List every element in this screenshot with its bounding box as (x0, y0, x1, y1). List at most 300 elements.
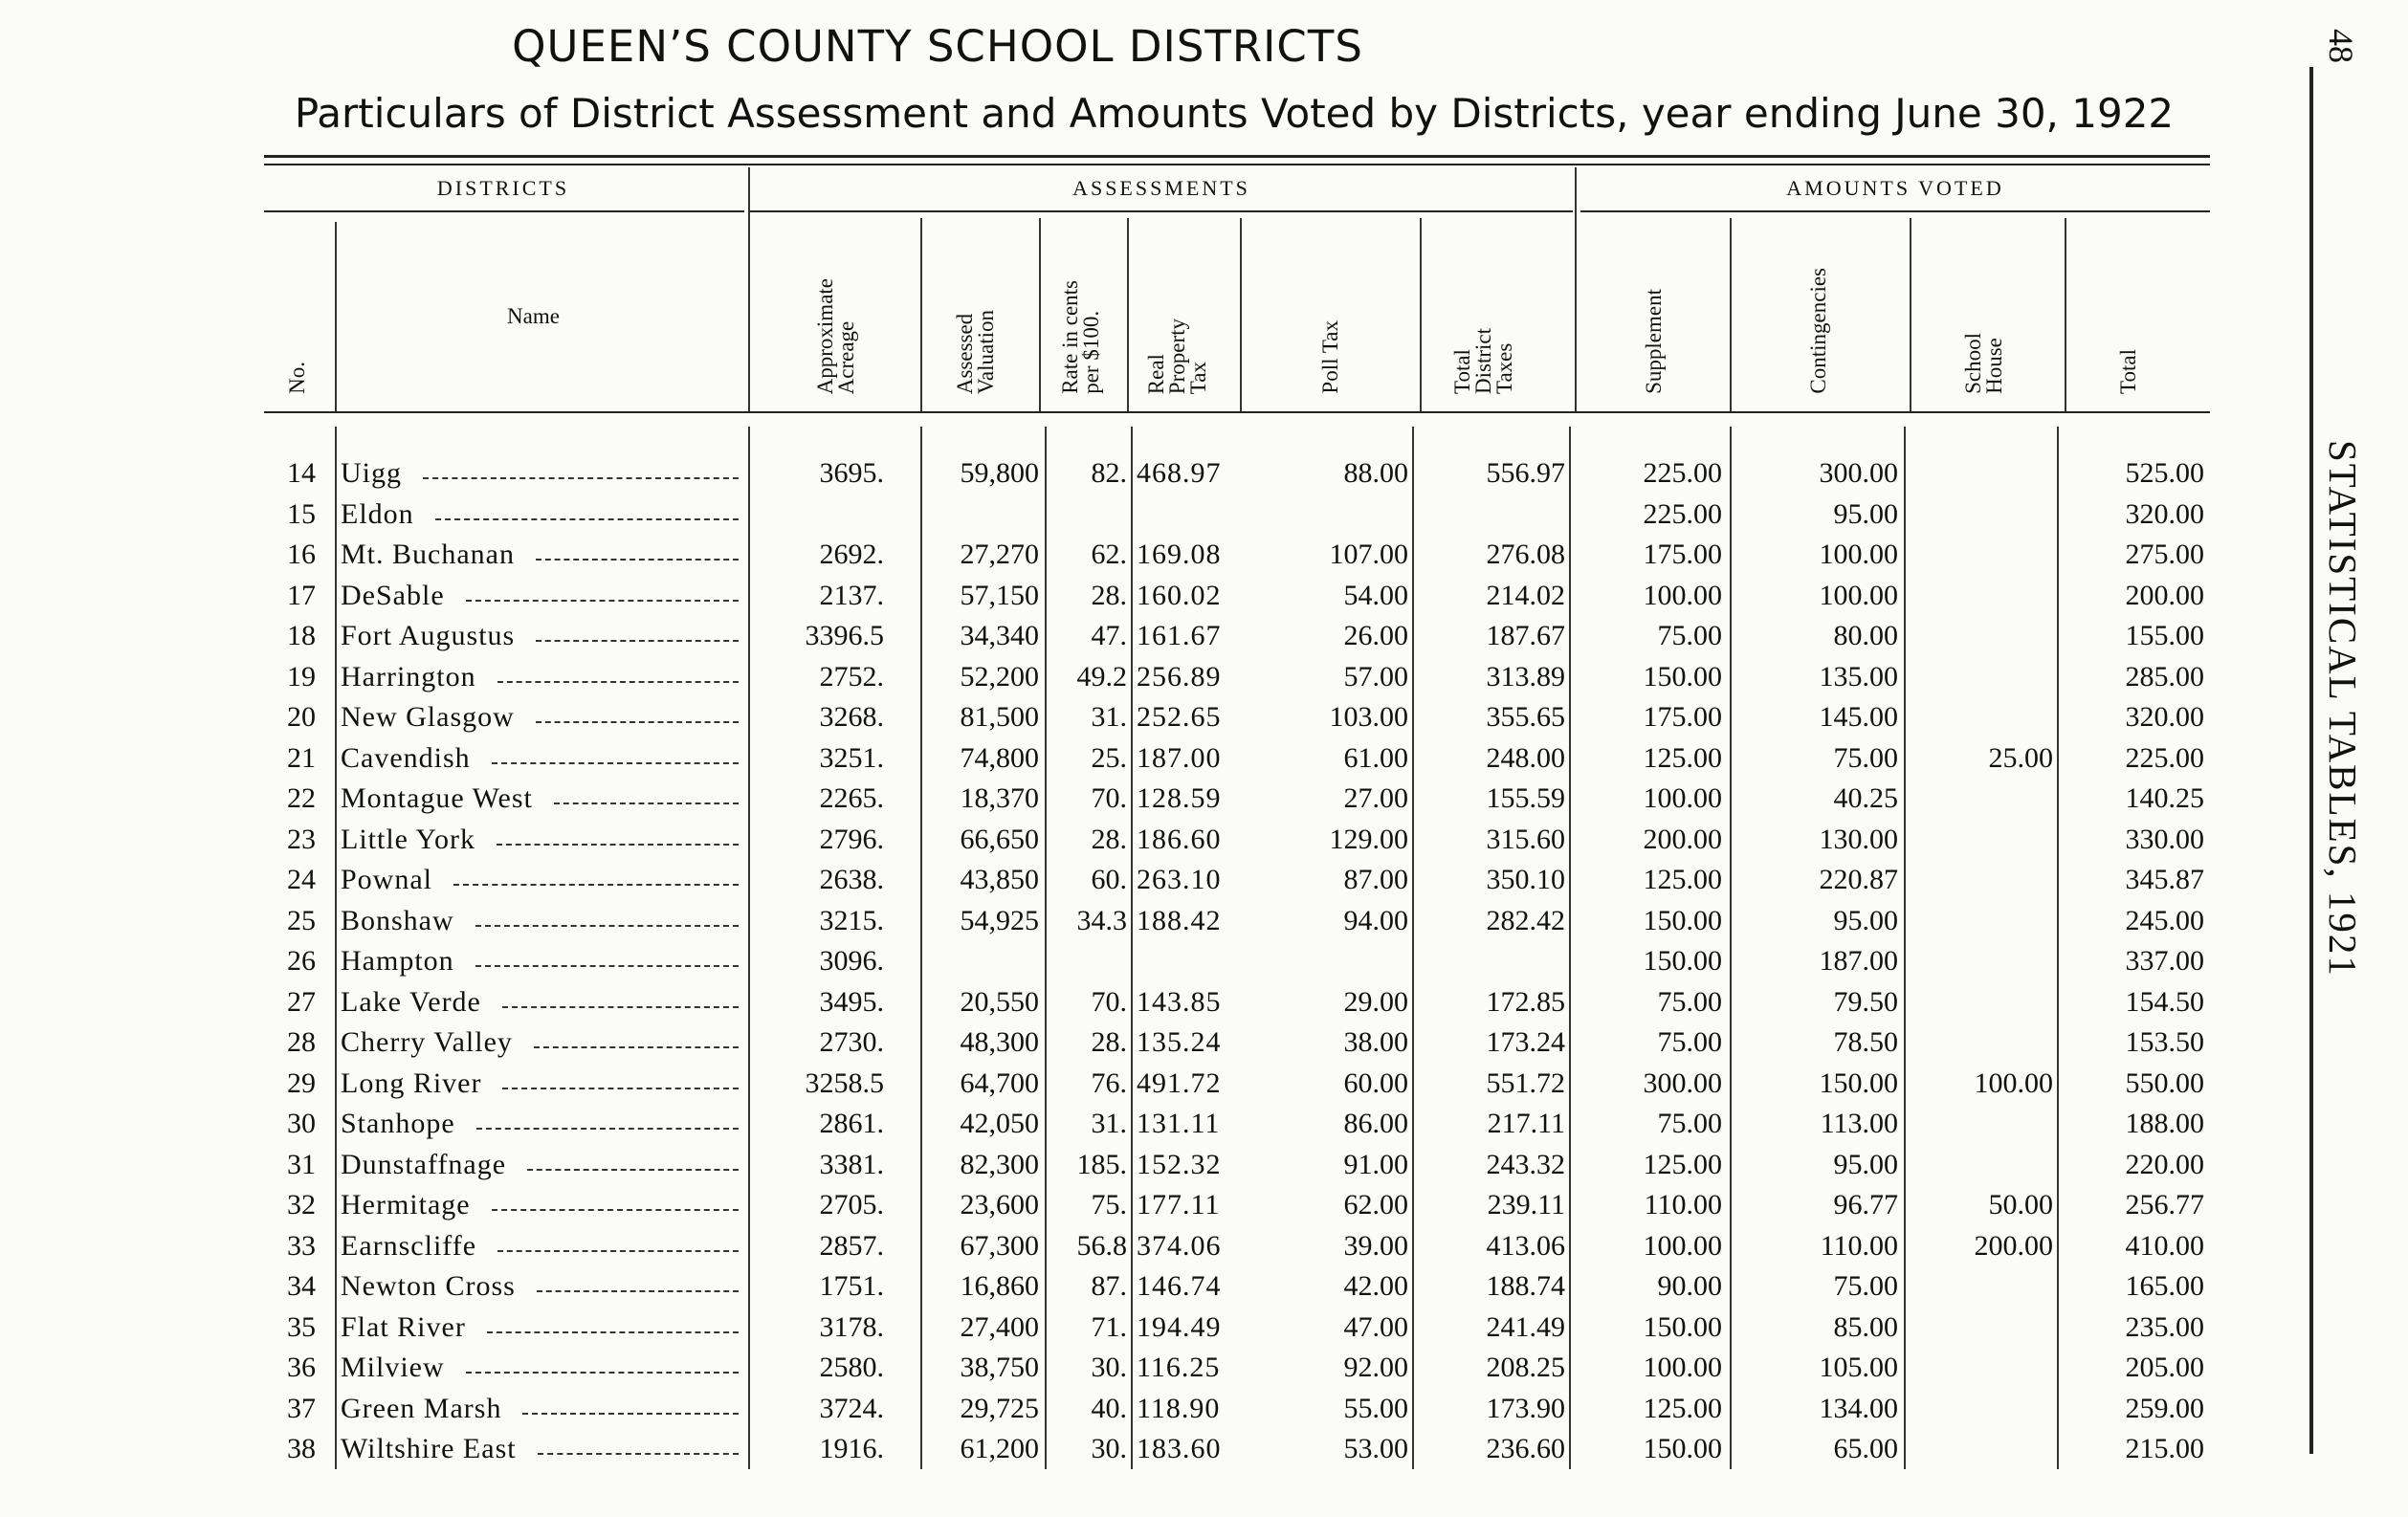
cell-acreage: 2580. (819, 1352, 884, 1383)
cell-real-property-tax: 374.06 (1137, 1229, 1222, 1262)
dot-leader (538, 1453, 739, 1455)
cell-supplement: 150.00 (1643, 1433, 1722, 1464)
cell-school-house (1908, 1104, 2053, 1144)
cell-real-property-tax: 143.85 (1137, 985, 1222, 1018)
cell-supplement: 125.00 (1643, 741, 1722, 774)
running-header: STATISTICAL TABLES, 1921 (2321, 440, 2365, 978)
dot-leader (537, 1290, 739, 1292)
cell-supplement: 175.00 (1643, 701, 1722, 733)
dot-leader (497, 844, 739, 846)
cell-no: 36 (287, 1352, 316, 1383)
column-divider (1039, 218, 1041, 411)
cell-acreage: 2705. (819, 1189, 884, 1220)
cell-total-district-taxes: 413.06 (1486, 1229, 1565, 1262)
cell-rate: 40. (1091, 1392, 1127, 1424)
top-rule-thin (264, 164, 2210, 165)
cell-total-district-taxes: 350.10 (1486, 864, 1565, 895)
cell-total-district-taxes: 214.02 (1486, 579, 1565, 611)
cell-poll-tax: 54.00 (1343, 579, 1408, 611)
cell-contingencies: 80.00 (1833, 620, 1898, 651)
cell-total-district-taxes (1416, 941, 1565, 981)
cell-real-property-tax: 161.67 (1137, 620, 1222, 651)
group-assessments: ASSESSMENTS (1072, 176, 1250, 200)
cell-rate: 82. (1091, 457, 1127, 489)
cell-school-house (1908, 495, 2053, 535)
cell-contingencies: 134.00 (1819, 1392, 1898, 1424)
cell-total-district-taxes: 173.24 (1486, 1026, 1565, 1058)
header-bottom-rule (264, 411, 2210, 413)
cell-school-house (1908, 1348, 2053, 1388)
cell-contingencies: 113.00 (1820, 1108, 1898, 1139)
cell-total-district-taxes: 556.97 (1486, 457, 1565, 489)
column-divider (920, 218, 922, 411)
dot-leader (534, 1046, 739, 1048)
cell-school-house (1908, 453, 2053, 494)
cell-supplement: 125.00 (1643, 1392, 1722, 1424)
cell-valuation: 52,200 (960, 660, 1039, 693)
cell-valuation: 59,800 (960, 457, 1039, 489)
dot-leader (492, 1209, 739, 1211)
dot-leader (423, 477, 739, 479)
table-row (0, 738, 2408, 779)
cell-no: 17 (287, 579, 316, 611)
cell-acreage: 2137. (819, 579, 884, 611)
cell-poll-tax: 60.00 (1343, 1066, 1408, 1099)
cell-contingencies: 300.00 (1819, 457, 1898, 489)
table-row (0, 941, 2408, 981)
cell-school-house (1908, 982, 2053, 1022)
cell-name: Pownal (341, 864, 432, 895)
cell-school-house (1908, 1145, 2053, 1185)
cell-no: 30 (287, 1108, 316, 1139)
cell-total: 225.00 (2125, 741, 2204, 774)
cell-name: Fort Augustus (341, 620, 516, 651)
cell-total-district-taxes: 551.72 (1486, 1066, 1565, 1099)
cell-school-house (1908, 779, 2053, 819)
cell-poll-tax: 38.00 (1343, 1026, 1408, 1058)
cell-total-district-taxes: 173.90 (1486, 1392, 1565, 1424)
cell-supplement: 75.00 (1657, 620, 1722, 651)
cell-no: 20 (287, 701, 316, 733)
cell-rate: 30. (1091, 1433, 1127, 1464)
cell-rate: 76. (1091, 1066, 1127, 1099)
cell-no: 18 (287, 620, 316, 651)
cell-school-house: 100.00 (1974, 1066, 2053, 1099)
table-row (0, 1022, 2408, 1063)
cell-rate: 25. (1091, 741, 1127, 774)
cell-real-property-tax: 188.42 (1137, 904, 1222, 936)
cell-poll-tax: 42.00 (1343, 1270, 1408, 1302)
table-row (0, 535, 2408, 575)
cell-name: Hermitage (341, 1189, 471, 1220)
cell-poll-tax: 29.00 (1343, 985, 1408, 1018)
dot-leader (502, 1006, 739, 1008)
cell-supplement: 300.00 (1643, 1066, 1722, 1099)
cell-real-property-tax: 169.08 (1137, 539, 1222, 570)
cell-no: 32 (287, 1189, 316, 1220)
table-row (0, 779, 2408, 819)
cell-name: Uigg (341, 457, 402, 489)
cell-total-district-taxes: 172.85 (1486, 985, 1565, 1018)
col-head-supplement: Supplement (1642, 289, 1666, 394)
dot-leader (475, 925, 739, 927)
table-row (0, 1185, 2408, 1225)
cell-real-property-tax: 128.59 (1137, 782, 1222, 814)
cell-supplement: 200.00 (1643, 823, 1722, 855)
cell-acreage: 2857. (819, 1229, 884, 1262)
col-head-real-property-tax: Real Property Tax (1144, 318, 1210, 394)
margin-rule (2309, 67, 2313, 1454)
cell-real-property-tax: 183.60 (1137, 1433, 1222, 1464)
cell-supplement: 150.00 (1643, 660, 1722, 693)
cell-contingencies: 40.25 (1833, 782, 1898, 814)
cell-acreage: 3724. (819, 1392, 884, 1424)
cell-acreage: 3096. (819, 945, 884, 977)
cell-total: 320.00 (2125, 497, 2204, 530)
cell-real-property-tax: 177.11 (1137, 1189, 1221, 1220)
cell-real-property-tax: 186.60 (1137, 823, 1222, 855)
cell-poll-tax: 103.00 (1329, 701, 1408, 733)
cell-name: Bonshaw (341, 904, 454, 936)
cell-poll-tax: 92.00 (1343, 1352, 1408, 1383)
cell-acreage: 2861. (819, 1108, 884, 1139)
cell-no: 34 (287, 1270, 316, 1302)
cell-school-house (1908, 941, 2053, 981)
cell-poll-tax: 94.00 (1343, 904, 1408, 936)
cell-contingencies: 135.00 (1819, 660, 1898, 693)
cell-real-property-tax: 116.25 (1137, 1352, 1221, 1383)
dot-leader (435, 518, 739, 520)
col-head-total: Total (2116, 349, 2140, 394)
cell-total: 140.25 (2125, 782, 2204, 814)
cell-real-property-tax: 468.97 (1137, 457, 1222, 489)
cell-supplement: 150.00 (1643, 1310, 1722, 1343)
cell-acreage: 2638. (819, 864, 884, 895)
col-head-poll-tax: Poll Tax (1318, 320, 1342, 394)
cell-no: 29 (287, 1066, 316, 1099)
column-divider (1127, 218, 1129, 411)
cell-valuation: 57,150 (960, 579, 1039, 611)
cell-contingencies: 79.50 (1833, 985, 1898, 1018)
cell-valuation: 48,300 (960, 1026, 1039, 1058)
cell-contingencies: 96.77 (1833, 1189, 1898, 1220)
cell-name: Cavendish (341, 741, 471, 774)
cell-rate: 30. (1091, 1352, 1127, 1383)
table-row (0, 616, 2408, 656)
cell-total: 320.00 (2125, 701, 2204, 733)
dot-leader (466, 1372, 739, 1374)
dot-leader (466, 600, 739, 602)
cell-total: 525.00 (2125, 457, 2204, 489)
dot-leader (497, 681, 739, 683)
cell-total-district-taxes: 241.49 (1486, 1310, 1565, 1343)
cell-valuation: 81,500 (960, 701, 1039, 733)
dot-leader (522, 1413, 739, 1415)
cell-total: 155.00 (2125, 620, 2204, 651)
cell-poll-tax: 47.00 (1343, 1310, 1408, 1343)
cell-valuation: 42,050 (960, 1108, 1039, 1139)
cell-rate: 75. (1091, 1189, 1127, 1220)
cell-school-house (1908, 1429, 2053, 1469)
cell-total-district-taxes: 313.89 (1486, 660, 1565, 693)
cell-poll-tax: 27.00 (1343, 782, 1408, 814)
cell-valuation: 29,725 (960, 1392, 1039, 1424)
cell-total: 165.00 (2125, 1270, 2204, 1302)
cell-poll-tax: 62.00 (1343, 1189, 1408, 1220)
table-row (0, 495, 2408, 535)
cell-valuation: 64,700 (960, 1066, 1039, 1099)
cell-acreage: 2796. (819, 823, 884, 855)
cell-valuation: 43,850 (960, 864, 1039, 895)
cell-supplement: 150.00 (1643, 904, 1722, 936)
cell-supplement: 175.00 (1643, 539, 1722, 570)
cell-poll-tax: 61.00 (1343, 741, 1408, 774)
dot-leader (453, 884, 739, 886)
cell-valuation: 18,370 (960, 782, 1039, 814)
cell-poll-tax: 39.00 (1343, 1229, 1408, 1262)
col-head-contingencies: Contingencies (1806, 268, 1830, 394)
cell-total: 337.00 (2125, 945, 2204, 977)
column-divider (1910, 218, 1911, 411)
cell-supplement: 100.00 (1643, 579, 1722, 611)
cell-supplement: 110.00 (1644, 1189, 1722, 1220)
cell-valuation (924, 941, 1039, 981)
dot-leader (536, 559, 739, 561)
cell-total-district-taxes: 239.11 (1487, 1189, 1565, 1220)
cell-poll-tax: 55.00 (1343, 1392, 1408, 1424)
cell-real-property-tax: 152.32 (1137, 1148, 1222, 1180)
cell-total: 285.00 (2125, 660, 2204, 693)
cell-no: 26 (287, 945, 316, 977)
cell-rate: 31. (1091, 701, 1127, 733)
cell-real-property-tax: 118.90 (1137, 1392, 1221, 1424)
cell-real-property-tax (1137, 495, 1232, 535)
group-divider (748, 167, 750, 411)
cell-total: 550.00 (2125, 1066, 2204, 1099)
cell-acreage: 2752. (819, 660, 884, 693)
cell-name: Harrington (341, 660, 476, 693)
cell-name: Mt. Buchanan (341, 539, 515, 570)
page-subtitle: Particulars of District Assessment and Amounts Voted by Districts, year ending June 30, 1922 (294, 90, 2175, 137)
group-amounts-voted: AMOUNTS VOTED (1786, 176, 2004, 200)
cell-total: 154.50 (2125, 985, 2204, 1018)
cell-valuation: 66,650 (960, 823, 1039, 855)
cell-supplement: 100.00 (1643, 1352, 1722, 1383)
cell-name: New Glasgow (341, 701, 515, 733)
table-row (0, 1226, 2408, 1266)
cell-acreage: 3178. (819, 1310, 884, 1343)
cell-total: 345.87 (2125, 864, 2204, 895)
cell-rate: 28. (1091, 579, 1127, 611)
cell-valuation: 61,200 (960, 1433, 1039, 1464)
cell-rate: 71. (1091, 1310, 1127, 1343)
cell-rate: 49.2 (1076, 660, 1127, 693)
col-head-no: No. (285, 362, 309, 394)
cell-no: 21 (287, 741, 316, 774)
cell-poll-tax: 91.00 (1343, 1148, 1408, 1180)
cell-supplement: 150.00 (1643, 945, 1722, 977)
cell-valuation: 38,750 (960, 1352, 1039, 1383)
cell-total-district-taxes: 248.00 (1486, 741, 1565, 774)
cell-contingencies: 65.00 (1833, 1433, 1898, 1464)
col-head-school-house: School House (1961, 333, 2006, 394)
cell-rate (1047, 941, 1127, 981)
cell-school-house (1908, 657, 2053, 697)
cell-total-district-taxes: 282.42 (1486, 904, 1565, 936)
cell-total: 215.00 (2125, 1433, 2204, 1464)
dot-leader (536, 640, 739, 642)
cell-real-property-tax: 491.72 (1137, 1066, 1222, 1099)
cell-total-district-taxes: 243.32 (1486, 1148, 1565, 1180)
cell-no: 24 (287, 864, 316, 895)
cell-no: 31 (287, 1148, 316, 1180)
table-row (0, 1064, 2408, 1104)
cell-total: 235.00 (2125, 1310, 2204, 1343)
cell-contingencies: 100.00 (1819, 539, 1898, 570)
cell-acreage: 3396.5 (805, 620, 884, 651)
cell-name: DeSable (341, 579, 445, 611)
cell-rate: 34.3 (1076, 904, 1127, 936)
cell-total: 245.00 (2125, 904, 2204, 936)
cell-rate: 28. (1091, 1026, 1127, 1058)
dot-leader (487, 1331, 739, 1333)
page-number: 48 (2322, 29, 2360, 63)
cell-total: 153.50 (2125, 1026, 2204, 1058)
table-row (0, 901, 2408, 941)
column-divider (1240, 218, 1242, 411)
cell-no: 37 (287, 1392, 316, 1424)
cell-valuation: 23,600 (960, 1189, 1039, 1220)
cell-poll-tax: 129.00 (1329, 823, 1408, 855)
cell-name: Earnscliffe (341, 1229, 477, 1262)
cell-total-district-taxes: 217.11 (1487, 1108, 1565, 1139)
table-row (0, 576, 2408, 616)
cell-supplement: 125.00 (1643, 864, 1722, 895)
cell-total-district-taxes: 315.60 (1486, 823, 1565, 855)
cell-valuation: 34,340 (960, 620, 1039, 651)
cell-contingencies: 145.00 (1819, 701, 1898, 733)
cell-contingencies: 110.00 (1820, 1229, 1898, 1262)
cell-school-house (1908, 535, 2053, 575)
cell-school-house (1908, 576, 2053, 616)
cell-contingencies: 130.00 (1819, 823, 1898, 855)
cell-supplement: 100.00 (1643, 782, 1722, 814)
cell-poll-tax: 26.00 (1343, 620, 1408, 651)
cell-name: Green Marsh (341, 1392, 502, 1424)
page-title: QUEEN’S COUNTY SCHOOL DISTRICTS (512, 21, 1363, 72)
cell-no: 33 (287, 1229, 316, 1262)
cell-poll-tax: 53.00 (1343, 1433, 1408, 1464)
column-divider (1730, 218, 1732, 411)
cell-name: Hampton (341, 945, 454, 977)
cell-no: 35 (287, 1310, 316, 1343)
table-row (0, 1145, 2408, 1185)
cell-acreage: 1916. (819, 1433, 884, 1464)
cell-acreage: 3251. (819, 741, 884, 774)
cell-contingencies: 85.00 (1833, 1310, 1898, 1343)
cell-total-district-taxes: 355.65 (1486, 701, 1565, 733)
cell-supplement: 90.00 (1657, 1270, 1722, 1302)
cell-real-property-tax: 187.00 (1137, 741, 1222, 774)
cell-contingencies: 75.00 (1833, 741, 1898, 774)
cell-total: 275.00 (2125, 539, 2204, 570)
cell-name: Cherry Valley (341, 1026, 513, 1058)
cell-acreage: 3381. (819, 1148, 884, 1180)
cell-supplement: 125.00 (1643, 1148, 1722, 1180)
cell-contingencies: 78.50 (1833, 1026, 1898, 1058)
cell-supplement: 75.00 (1657, 1108, 1722, 1139)
cell-rate: 60. (1091, 864, 1127, 895)
cell-rate: 87. (1091, 1270, 1127, 1302)
cell-school-house (1908, 1266, 2053, 1307)
cell-school-house (1908, 697, 2053, 737)
cell-valuation: 27,400 (960, 1310, 1039, 1343)
dot-leader (554, 802, 739, 804)
cell-total: 259.00 (2125, 1392, 2204, 1424)
cell-supplement: 225.00 (1643, 497, 1722, 530)
cell-no: 28 (287, 1026, 316, 1058)
cell-contingencies: 95.00 (1833, 904, 1898, 936)
table-row (0, 697, 2408, 737)
cell-acreage: 3268. (819, 701, 884, 733)
cell-no: 22 (287, 782, 316, 814)
col-head-total-district-taxes: Total District Taxes (1450, 328, 1516, 394)
cell-name: Wiltshire East (341, 1433, 517, 1464)
cell-supplement: 75.00 (1657, 1026, 1722, 1058)
cell-acreage: 2265. (819, 782, 884, 814)
dot-leader (475, 965, 739, 967)
dot-leader (527, 1169, 739, 1171)
cell-poll-tax: 57.00 (1343, 660, 1408, 693)
cell-total-district-taxes: 155.59 (1486, 782, 1565, 814)
cell-total: 410.00 (2125, 1229, 2204, 1262)
cell-real-property-tax: 146.74 (1137, 1270, 1222, 1302)
cell-name: Montague West (341, 782, 533, 814)
cell-school-house (1908, 860, 2053, 900)
cell-no: 19 (287, 660, 316, 693)
column-divider (2065, 218, 2066, 411)
table-row (0, 982, 2408, 1022)
col-head-acreage: Approximate Acreage (813, 277, 858, 394)
top-rule (264, 155, 2210, 158)
table-row (0, 860, 2408, 900)
cell-rate: 185. (1076, 1148, 1127, 1180)
cell-supplement: 75.00 (1657, 985, 1722, 1018)
table-row (0, 1429, 2408, 1469)
cell-school-house (1908, 820, 2053, 860)
column-divider (335, 222, 337, 411)
cell-valuation (924, 495, 1039, 535)
cell-poll-tax: 107.00 (1329, 539, 1408, 570)
cell-rate: 70. (1091, 782, 1127, 814)
col-head-name: Name (507, 304, 560, 328)
cell-valuation: 16,860 (960, 1270, 1039, 1302)
table-row (0, 1389, 2408, 1429)
cell-total-district-taxes: 208.25 (1486, 1352, 1565, 1383)
cell-school-house: 200.00 (1974, 1229, 2053, 1262)
cell-real-property-tax: 131.11 (1137, 1108, 1221, 1139)
table-row (0, 1104, 2408, 1144)
cell-name: Lake Verde (341, 985, 481, 1018)
cell-no: 16 (287, 539, 316, 570)
cell-contingencies: 105.00 (1819, 1352, 1898, 1383)
table-row (0, 1348, 2408, 1388)
dot-leader (502, 1088, 739, 1089)
cell-valuation: 27,270 (960, 539, 1039, 570)
cell-valuation: 74,800 (960, 741, 1039, 774)
table-row (0, 820, 2408, 860)
dot-leader (536, 721, 739, 723)
